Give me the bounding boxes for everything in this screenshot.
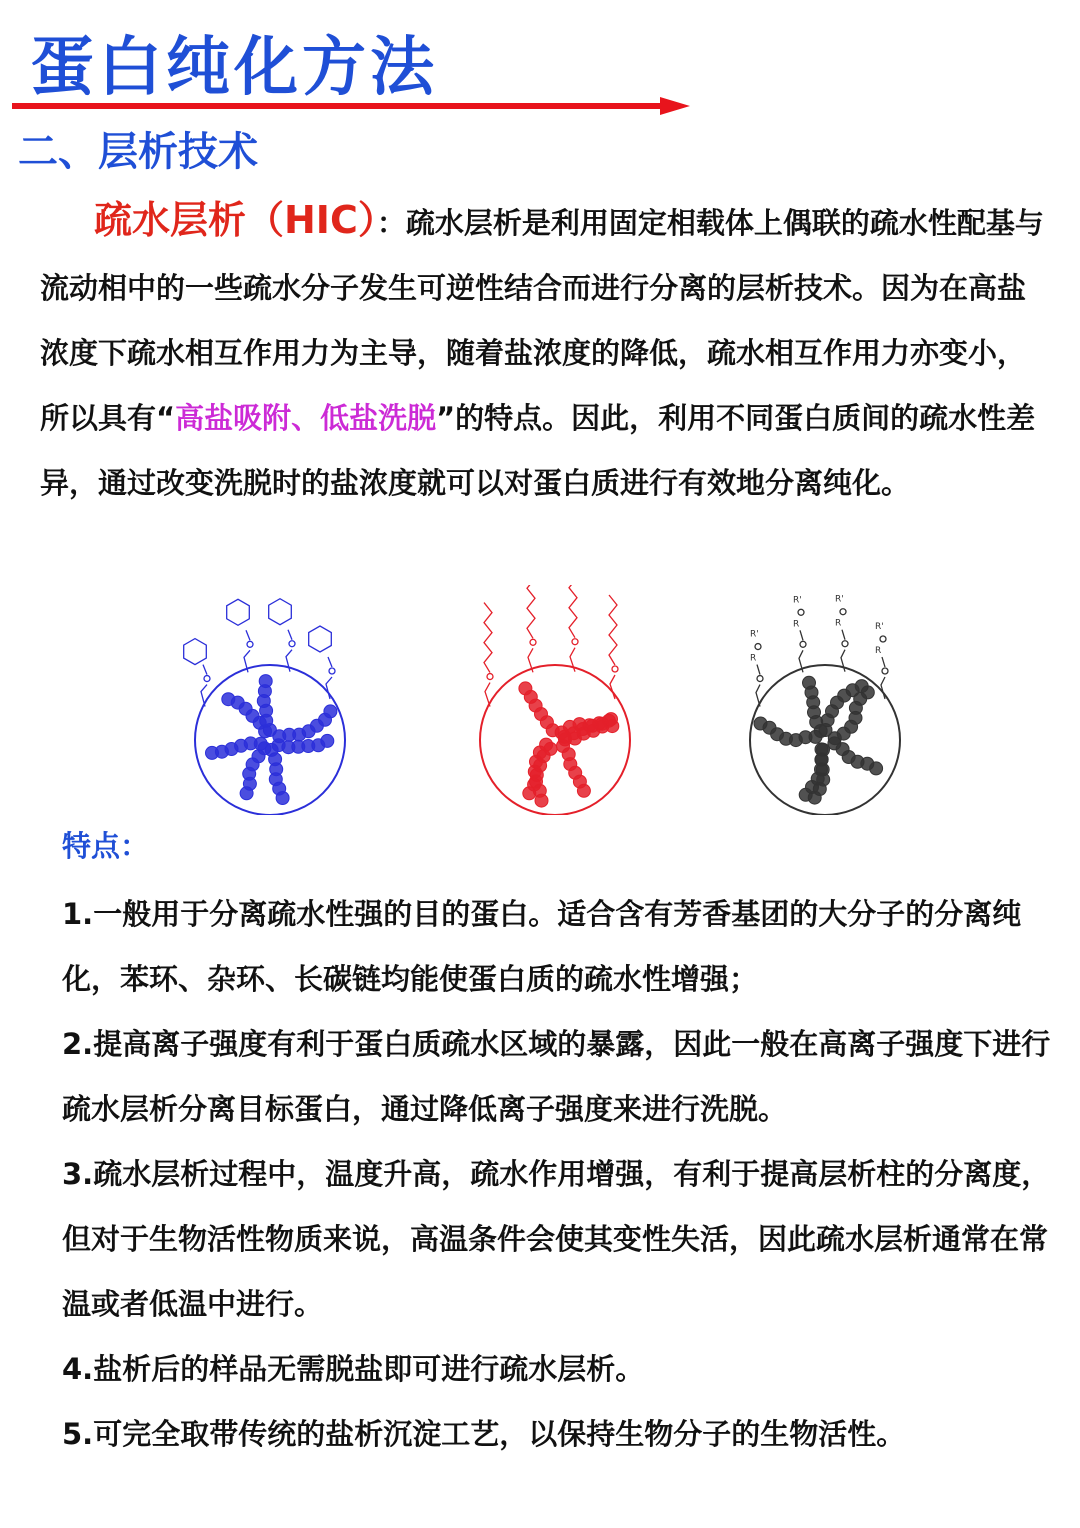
feature-item-4: 4.盐析后的样品无需脱盐即可进行疏水层析。 — [62, 1352, 645, 1386]
bead-phenyl — [184, 599, 345, 815]
intro-paragraph — [40, 188, 1050, 516]
svg-text:R: R — [793, 619, 800, 630]
features-list — [62, 882, 1062, 1467]
svg-text:R': R' — [793, 595, 802, 606]
title-underline-arrow — [12, 96, 692, 116]
section-title: 二、层析技术 — [18, 129, 258, 175]
svg-text:R': R' — [835, 594, 844, 605]
bead-alkyl — [480, 585, 630, 815]
bead-ether — [750, 595, 900, 815]
intro-highlight: 高盐吸附、低盐洗脱 — [175, 401, 437, 435]
hic-term: 疏水层析（HIC） — [94, 198, 377, 242]
svg-text:R: R — [750, 653, 757, 664]
intro-colon: ： — [376, 206, 406, 240]
page-title: 蛋白纯化方法 — [30, 31, 438, 105]
hic-ligand-bead-figure — [160, 585, 940, 815]
feature-item-1: 1.一般用于分离疏水性强的目的蛋白。适合含有芳香基团的大分子的分离纯化，苯环、杂环、长碳链均能使蛋白质的疏水性增强； — [62, 897, 1022, 996]
svg-text:R': R' — [875, 622, 884, 632]
intro-text-2: ”的特点。因此，利用不同蛋白质间的疏水性差异，通过改变洗脱时的盐浓度就可以对蛋白质进行有效地分离纯化。 — [40, 401, 1036, 500]
svg-text:R': R' — [750, 629, 759, 640]
feature-item-2: 2.提高离子强度有利于蛋白质疏水区域的暴露，因此一般在高离子强度下进行疏水层析分离目标蛋白，通过降低离子强度来进行洗脱。 — [62, 1027, 1051, 1126]
intro-text-1: 疏水层析是利用固定相载体上偶联的疏水性配基与流动相中的一些疏水分子发生可逆性结合而进行分离的层析技术。因为在高盐浓度下疏水相互作用力为主导，随着盐浓度的降低，疏水相互作用力亦变小，所以具有“ — [40, 206, 1044, 435]
feature-item-5: 5.可完全取带传统的盐析沉淀工艺，以保持生物分子的生物活性。 — [62, 1417, 906, 1451]
svg-text:R: R — [835, 618, 842, 629]
features-title: 特点： — [62, 829, 150, 863]
feature-item-3: 3.疏水层析过程中，温度升高，疏水作用增强，有利于提高层析柱的分离度，但对于生物活性物质来说，高温条件会使其变性失活，因此疏水层析通常在常温或者低温中进行。 — [62, 1157, 1051, 1321]
svg-text:R: R — [875, 646, 882, 656]
